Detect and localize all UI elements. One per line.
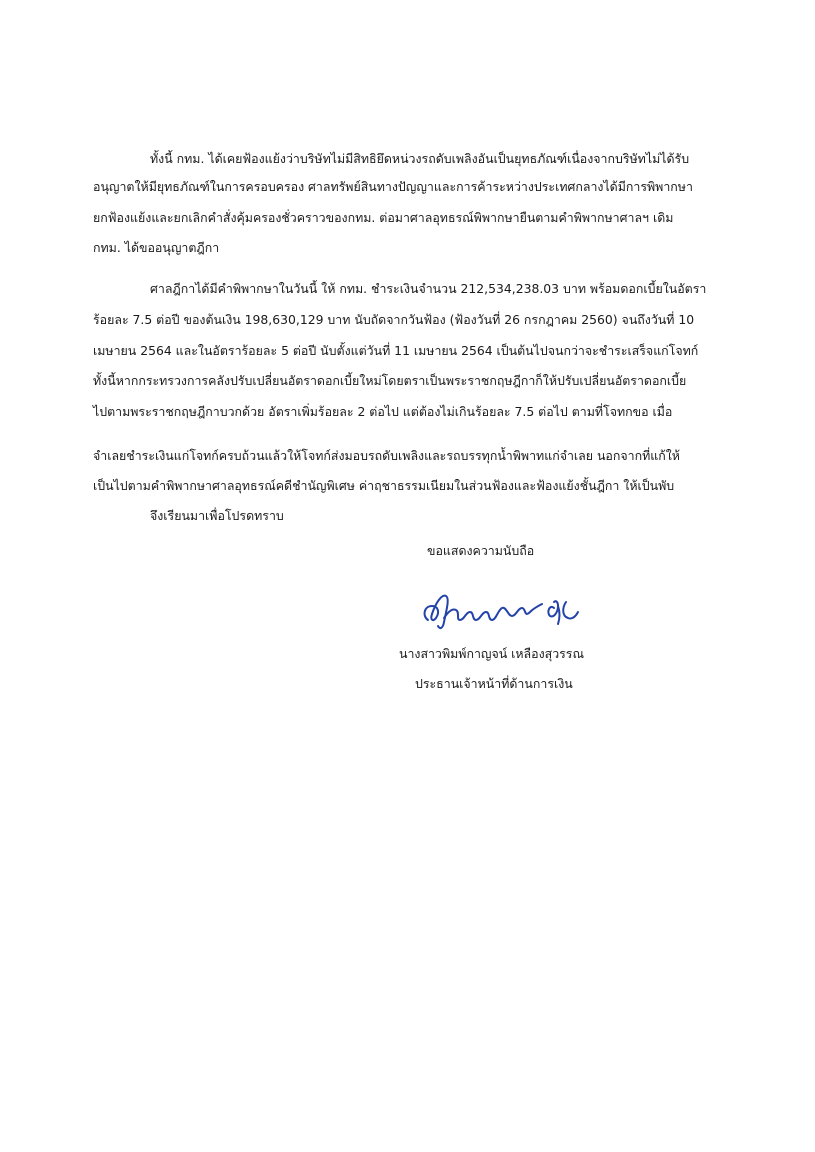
paragraph-2-line-4: ทั้งนี้หากกระทรวงการคลังปรับเปลี่ยนอัตราดอกเบี้ยใหม่โดยตราเป็นพระราชกฤษฎีกาก็ให้ปรับเปลี่ยนอัตราดอกเบี้ย xyxy=(93,373,687,388)
handwritten-signature-graphic xyxy=(420,590,590,632)
paragraph-1-line-2: อนุญาตให้มียุทธภัณฑ์ในการครอบครอง ศาลทรัพย์สินทางปัญญาและการค้าระหว่างประเทศกลางได้มีการพิพากษา xyxy=(93,179,693,194)
paragraph-2-line-5: ไปตามพระราชกฤษฎีกาบวกด้วย อัตราเพิ่มร้อยละ 2 ต่อไป แต่ต้องไม่เกินร้อยละ 7.5 ต่อไป ตามที่โจทกขอ เมื่อ xyxy=(93,404,673,419)
paragraph-2-line-1: ศาลฎีกาได้มีคำพิพากษาในวันนี้ ให้ กทม. ชำระเงินจำนวน 212,534,238.03 บาท พร้อมดอกเบี้ยในอัตรา xyxy=(150,281,707,296)
signatory-title: ประธานเจ้าหน้าที่ด้านการเงิน xyxy=(415,676,573,691)
paragraph-2-line-2: ร้อยละ 7.5 ต่อปี ของต้นเงิน 198,630,129 บาท นับถัดจากวันฟ้อง (ฟ้องวันที่ 26 กรกฎาคม 2560) จนถึงวันที่ 10 xyxy=(93,312,695,327)
signature xyxy=(420,590,590,632)
paragraph-2-line-3: เมษายน 2564 และในอัตราร้อยละ 5 ต่อปี นับตั้งแต่วันที่ 11 เมษายน 2564 เป็นต้นไปจนกว่าจะชำระเสร็จแก่โจทก์ xyxy=(93,343,699,358)
paragraph-2-line-6: จำเลยชำระเงินแก่โจทก์ครบถ้วนแล้วให้โจทก์ส่งมอบรถดับเพลิงและรถบรรทุกน้ำพิพาทแก่จำเลย นอกจากที่แก้ให้ xyxy=(93,448,680,463)
paragraph-3-line-1: จึงเรียนมาเพื่อโปรดทราบ xyxy=(150,508,284,523)
paragraph-1-line-4: กทม. ได้ขออนุญาตฎีกา xyxy=(93,240,220,255)
paragraph-1-line-3: ยกฟ้องแย้งและยกเลิกคำสั่งคุ้มครองชั่วคราวของกทม. ต่อมาศาลอุทธรณ์พิพากษายืนตามคำพิพากษาศาลฯ เดิม xyxy=(93,210,674,225)
signatory-name: นางสาวพิมพ์กาญจน์ เหลืองสุวรรณ xyxy=(399,646,584,661)
closing-text: ขอแสดงความนับถือ xyxy=(427,543,535,558)
paragraph-2-line-7: เป็นไปตามคำพิพากษาศาลอุทธรณ์คดีชำนัญพิเศษ ค่าฤชาธรรมเนียมในส่วนฟ้องและฟ้องแย้งชั้นฎีกา ให้เป็นพับ xyxy=(93,478,675,493)
paragraph-1-line-1: ทั้งนี้ กทม. ได้เคยฟ้องแย้งว่าบริษัทไม่มีสิทธิยึดหน่วงรถดับเพลิงอันเป็นยุทธภัณฑ์เนื่องจากบริษัทไม่ได้รับ xyxy=(150,151,690,166)
